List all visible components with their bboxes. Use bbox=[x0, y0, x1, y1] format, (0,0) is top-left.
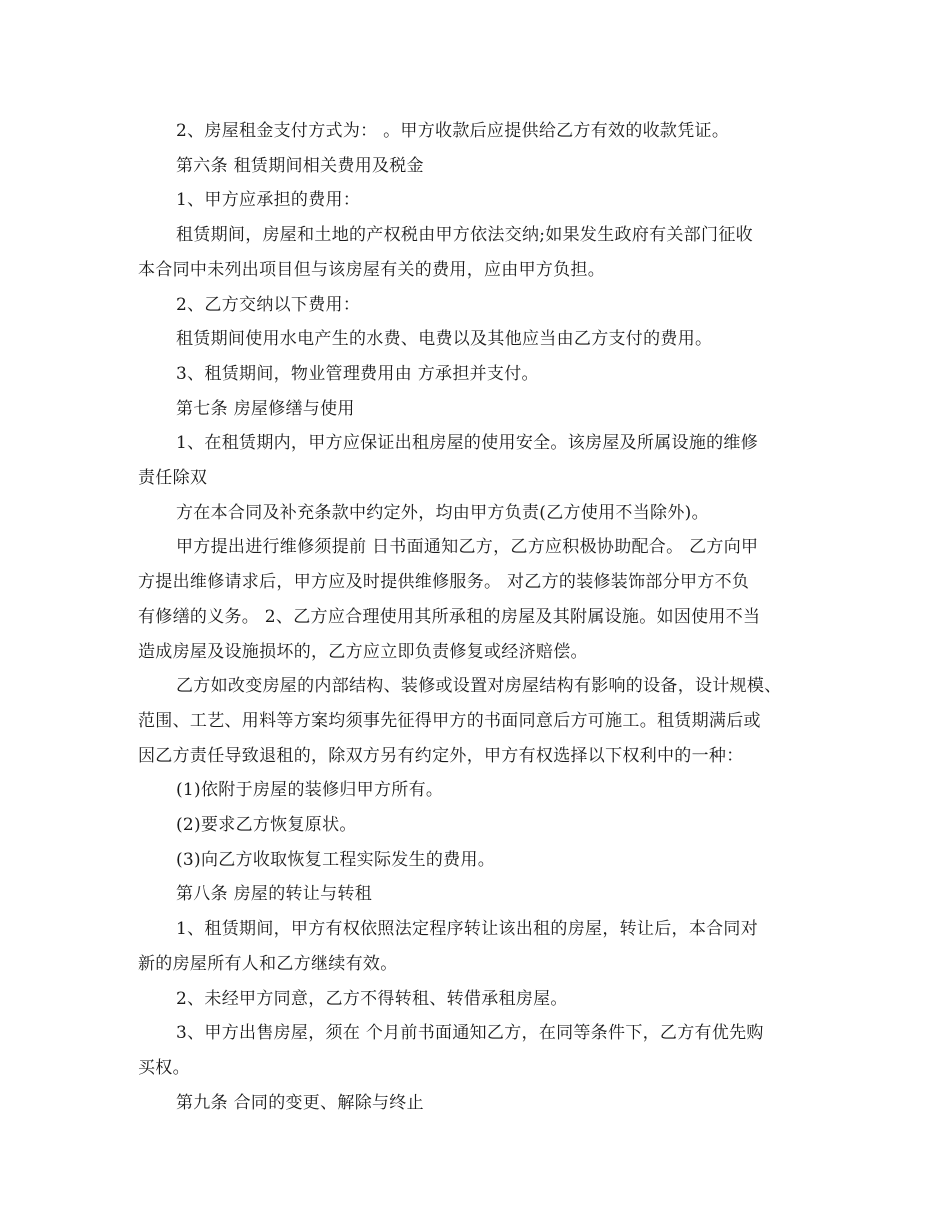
document-page bbox=[138, 114, 822, 1120]
text-line: 本合同中未列出项目但与该房屋有关的费用，应由甲方负担。 bbox=[138, 259, 606, 280]
section-heading: 第六条 租赁期间相关费用及税金 bbox=[176, 155, 424, 176]
text-line: 有修缮的义务。 2、乙方应合理使用其所承租的房屋及其附属设施。如因使用不当 bbox=[138, 606, 761, 627]
text-line: 3、甲方出售房屋，须在 个月前书面通知乙方，在同等条件下，乙方有优先购 bbox=[176, 1023, 764, 1044]
text-line: 甲方提出进行维修须提前 日书面通知乙方，乙方应积极协助配合。 乙方向甲 bbox=[176, 537, 759, 558]
text-line: 买权。 bbox=[138, 1057, 190, 1078]
text-line: 造成房屋及设施损坏的，乙方应立即负责修复或经济赔偿。 bbox=[138, 641, 588, 662]
text-line: 租赁期间，房屋和土地的产权税由甲方依法交纳;如果发生政府有关部门征收 bbox=[176, 225, 753, 246]
list-item: (1)依附于房屋的装修归甲方所有。 bbox=[176, 780, 444, 801]
text-line: 新的房屋所有人和乙方继续有效。 bbox=[138, 953, 398, 974]
text-line: 2、未经甲方同意，乙方不得转租、转借承租房屋。 bbox=[176, 988, 568, 1009]
text-line: 1、甲方应承担的费用： bbox=[176, 190, 361, 211]
text-line: 2、乙方交纳以下费用： bbox=[176, 294, 361, 315]
text-line: 乙方如改变房屋的内部结构、装修或设置对房屋结构有影响的设备，设计规模、 bbox=[176, 676, 782, 697]
section-heading: 第九条 合同的变更、解除与终止 bbox=[176, 1092, 424, 1113]
text-line: 2、房屋租金支付方式为： 。甲方收款后应提供给乙方有效的收款凭证。 bbox=[176, 121, 730, 141]
section-heading: 第八条 房屋的转让与转租 bbox=[176, 884, 373, 905]
text-line: 3、租赁期间，物业管理费用由 方承担并支付。 bbox=[176, 363, 539, 384]
list-item: (2)要求乙方恢复原状。 bbox=[176, 815, 357, 836]
list-item: (3)向乙方收取恢复工程实际发生的费用。 bbox=[176, 849, 496, 870]
text-line: 因乙方责任导致退租的，除双方另有约定外，甲方有权选择以下权利中的一种： bbox=[138, 745, 744, 766]
text-line: 租赁期间使用水电产生的水费、电费以及其他应当由乙方支付的费用。 bbox=[176, 329, 713, 350]
section-heading: 第七条 房屋修缮与使用 bbox=[176, 398, 355, 419]
text-line: 1、在租赁期内，甲方应保证出租房屋的使用安全。该房屋及所属设施的维修 bbox=[176, 433, 759, 454]
text-line: 范围、工艺、用料等方案均须事先征得甲方的书面同意后方可施工。租赁期满后或 bbox=[138, 710, 761, 731]
text-line: 方提出维修请求后，甲方应及时提供维修服务。 对乙方的装修装饰部分甲方不负 bbox=[138, 572, 750, 593]
text-line: 方在本合同及补充条款中约定外，均由甲方负责(乙方使用不当除外)。 bbox=[176, 502, 709, 523]
text-line: 责任除双 bbox=[138, 468, 208, 489]
text-line: 1、租赁期间，甲方有权依照法定程序转让该出租的房屋，转让后，本合同对 bbox=[176, 919, 759, 940]
